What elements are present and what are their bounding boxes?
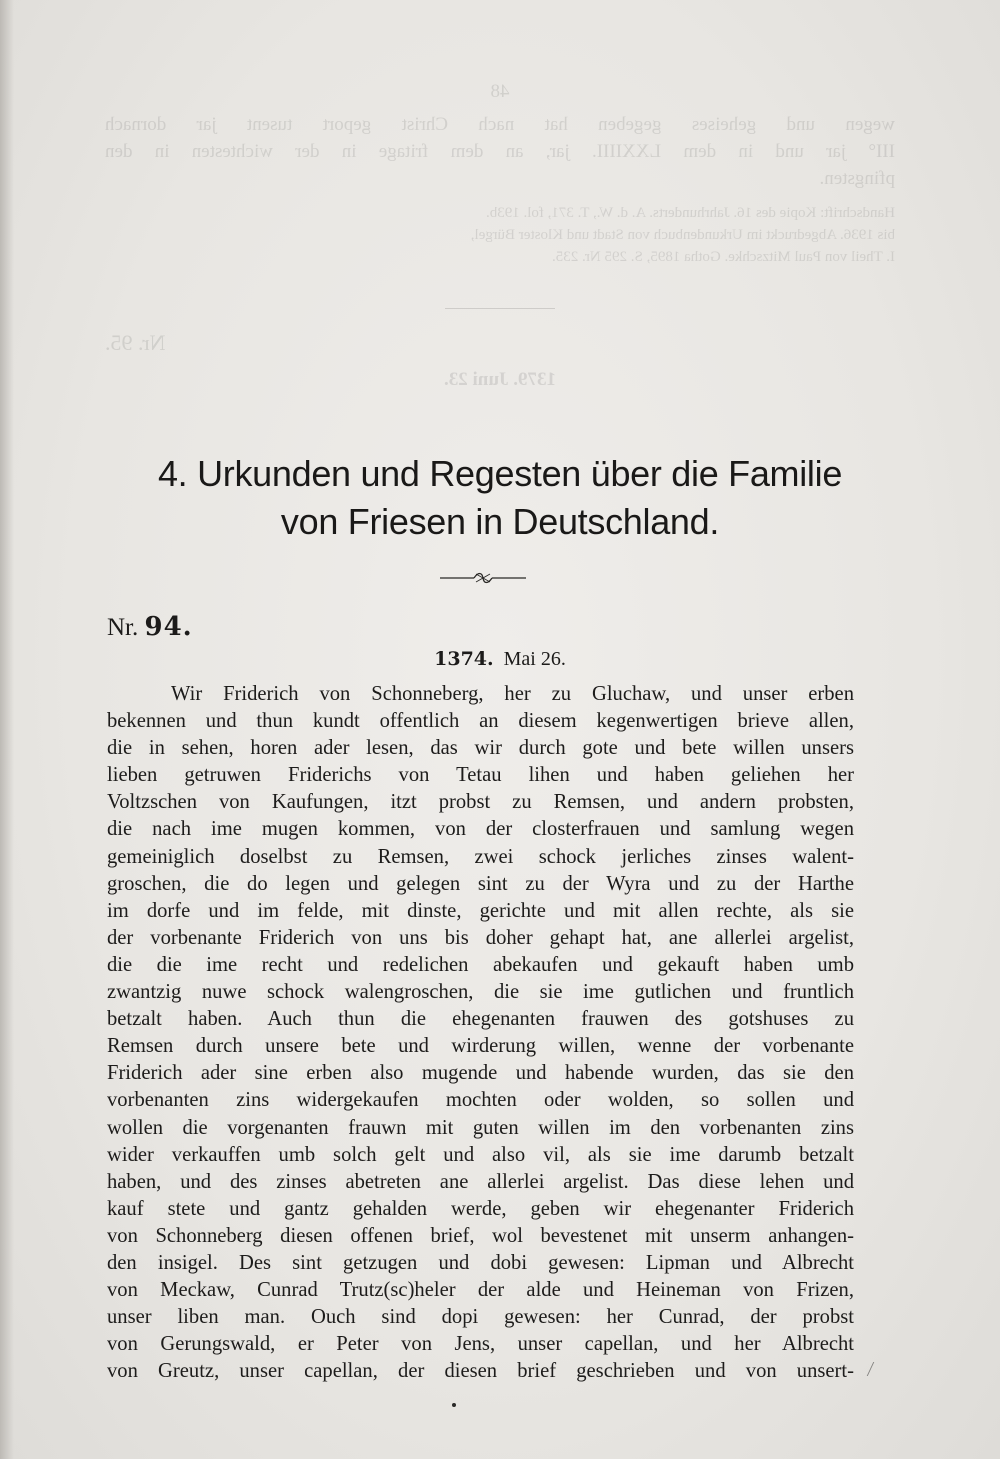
show-through-nr: Nr. 95. xyxy=(105,330,166,355)
show-through-line: III° jar und in dem LXXIIII. jar, an dem fritage in der wichtesten in den xyxy=(105,141,895,162)
gutter-shadow xyxy=(0,0,14,1459)
stray-pen-mark xyxy=(867,1362,881,1376)
show-through-text xyxy=(105,78,895,397)
document-date-day: Mai 26. xyxy=(503,648,566,670)
body-line: wollen die vorgenanten frauwn mit guten willen im den vorbenanten zins xyxy=(107,1116,854,1139)
body-line: kauf stete und gantz gehalden werde, geben wir ehegenanter Friderich xyxy=(107,1197,854,1220)
page-mark-dot xyxy=(452,1403,456,1407)
body-line: wider verkauffen umb solch gelt und also vil, als sie ime darumb betzalt xyxy=(107,1143,854,1166)
body-line: Wir Friderich von Schonneberg, her zu Gluchaw, und unser erben xyxy=(171,683,854,705)
body-line: unser liben man. Ouch sind dopi gewesen: her Cunrad, der probst xyxy=(107,1306,854,1329)
section-heading-line-1: 4. Urkunden und Regesten über die Familie xyxy=(157,453,843,494)
body-line: groschen, die do legen und gelegen sint zu der Wyra und zu der Harthe xyxy=(107,872,854,895)
flourish-divider-icon xyxy=(440,570,526,586)
body-line: von Gerungswald, er Peter von Jens, unser capellan, und her Albrecht xyxy=(107,1333,854,1356)
body-line: gemeiniglich doselbst zu Remsen, zwei schock jerliches zinses walent- xyxy=(107,845,854,868)
document-date-year: 1374. xyxy=(434,648,494,670)
body-line: haben, und des zinses abetreten ane allerlei argelist. Das diese lehen und xyxy=(107,1170,854,1193)
show-through-note: bis 1936. Abgedruckt im Urkundenbuch von Stadt und Kloster Bürgel, xyxy=(470,227,895,243)
body-line: Friderich ader sine erben also mugende und habende wurden, das sie den xyxy=(107,1062,854,1085)
body-line: der vorbenante Friderich von uns bis doher gehapt hat, ane allerlei argelist, xyxy=(107,926,854,949)
document-body xyxy=(107,681,854,1385)
body-line: die die ime recht und redelichen abekaufen und gekauft haben umb xyxy=(107,953,854,976)
body-line: die nach ime mugen kommen, von der closterfrauen und samlung wegen xyxy=(107,818,854,841)
show-through-note: Handschrift: Kopie des 16. Jahrhunderts. A. d. W., T. 371, fol. 193b. xyxy=(486,205,895,221)
show-through-note: I. Theil von Paul Mitzschke. Gotha 1895, S. 295 Nr. 235. xyxy=(551,249,895,265)
show-through-line: pfingsten. xyxy=(819,168,895,189)
show-through-date: 1379. Juni 23. xyxy=(444,369,556,390)
show-through-page-number: 48 xyxy=(490,81,510,102)
document-date xyxy=(100,648,900,671)
body-line: betzalt haben. Auch thun die ehegenanten frauwen des gotshuses zu xyxy=(107,1008,854,1031)
body-line: zwantzig nuwe schock walengroschen, die sie ime gutlichen und fruntlich xyxy=(107,981,854,1004)
body-line: von Meckaw, Cunrad Trutz(sc)heler der alde und Heineman von Frizen, xyxy=(107,1279,854,1302)
body-line: lieben getruwen Friderichs von Tetau lihen und haben geliehen her xyxy=(107,764,854,787)
show-through-line: wegen und geheises gegeben hat nach Christ geport tusent jar dornach xyxy=(105,114,895,135)
body-line: von Greutz, unser capellan, der diesen brief geschrieben und von unsert- xyxy=(107,1360,854,1383)
body-line: Remsen durch unsere bete und wirderung willen, wenne der vorbenante xyxy=(107,1035,854,1058)
body-line: den insigel. Des sint getzugen und dobi gewesen: Lipman und Albrecht xyxy=(107,1251,854,1274)
document-number-value: 94. xyxy=(144,612,193,642)
document-number-label: Nr. xyxy=(107,614,139,641)
section-heading-line-2: von Friesen in Deutschland. xyxy=(280,501,720,542)
body-line: im dorfe und im felde, mit dinste, gerichte und mit allen rechte, als sie xyxy=(107,899,854,922)
document-number xyxy=(107,612,193,642)
body-line: von Schonneberg diesen offenen brief, wol bevestenet mit unserm anhangen- xyxy=(107,1224,854,1247)
body-line: bekennen und thun kundt offentlich an diesem kegenwertigen brieve allen, xyxy=(107,710,854,733)
show-through-rule xyxy=(445,308,555,309)
body-line: vorbenanten zins widergekaufen mochten oder wolden, so sollen und xyxy=(107,1089,854,1112)
section-heading xyxy=(100,450,900,546)
body-line: Voltzschen von Kaufungen, itzt probst zu Remsen, und andern probsten, xyxy=(107,791,854,814)
body-line: die in sehen, horen ader lesen, das wir durch gote und bete willen unsers xyxy=(107,737,854,760)
